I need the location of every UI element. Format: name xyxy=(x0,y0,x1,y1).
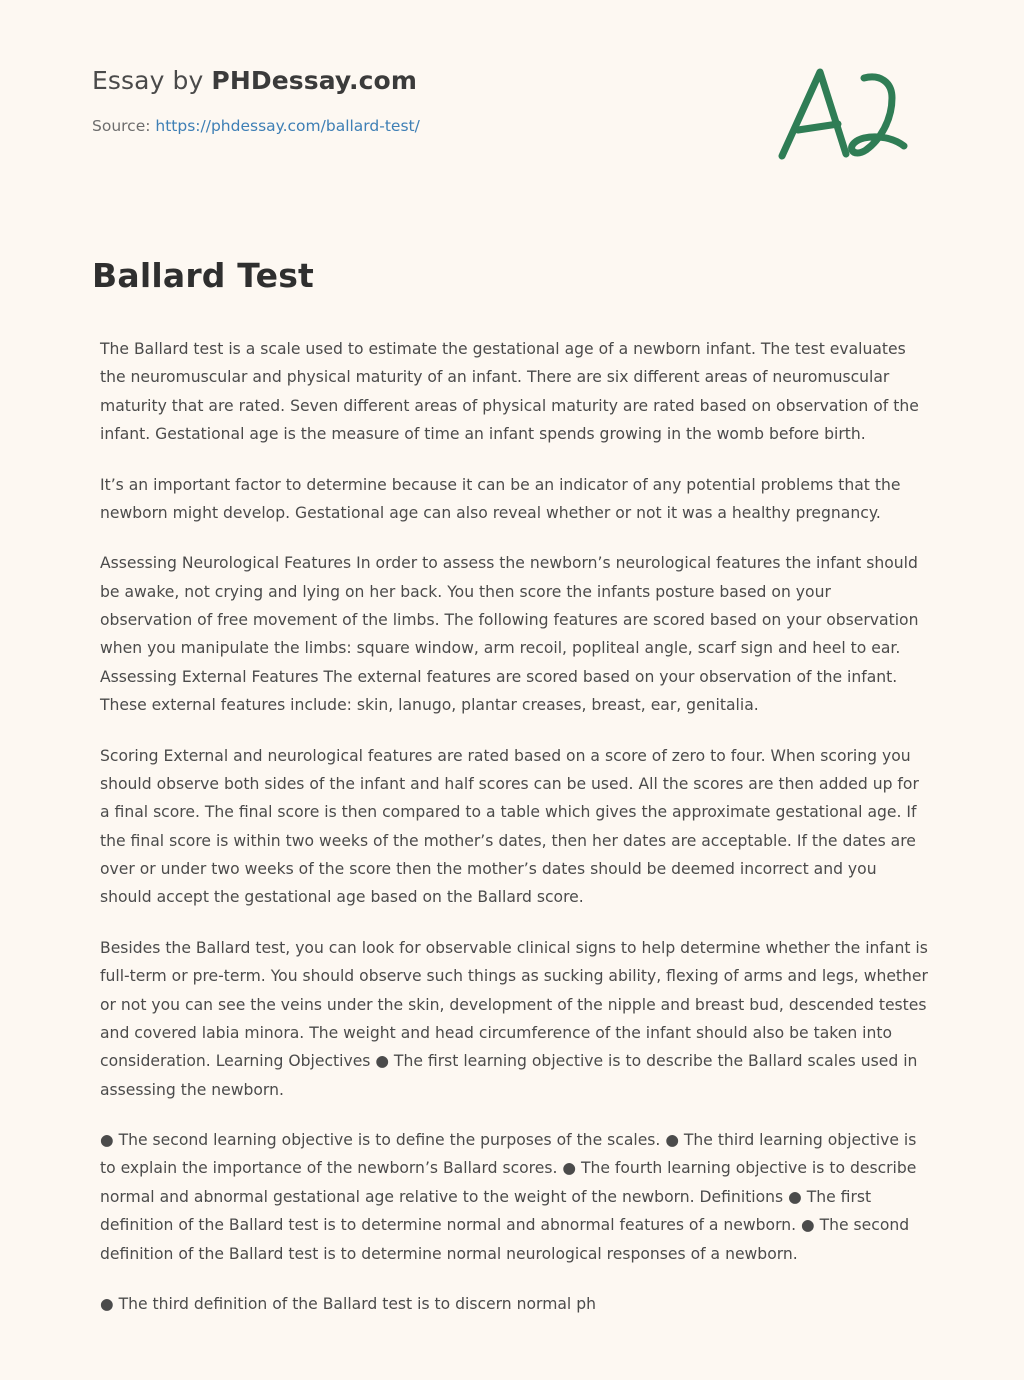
paragraph: It’s an important factor to determine because it can be an indicator of any potential problems that the newborn might develop. Gestational age can also reveal whether or not it was a healthy pregnancy. xyxy=(100,475,901,522)
paragraph: Besides the Ballard test, you can look for observable clinical signs to help determine whether the infant is full-term or pre-term. You should observe such things as sucking ability, flexing of arms and legs, whether or not you can see the veins under the skin, development of the nipple and breast bud, descended testes and covered labia minora. The weight and head circumference of the infant should also be taken into consideration. Learning Objectives ● The first learning objective is to describe the Ballard scales used in assessing the newborn. xyxy=(100,938,928,1099)
paragraph: Assessing Neurological Features In order to assess the newborn’s neurological features the infant should be awake, not crying and lying on her back. You then score the infants posture based on your observation of free movement of the limbs. The following features are scored based on your observation when you manipulate the limbs: square window, arm recoil, popliteal angle, scarf sign and heel to ear. Assessing External Features The external features are scored based on your observation of the infant. These external features include: skin, lanugo, plantar creases, breast, ear, genitalia. xyxy=(100,554,919,715)
source-url-link[interactable]: https://phdessay.com/ballard-test/ xyxy=(155,117,420,135)
brand-prefix: Essay by xyxy=(92,66,212,95)
source-label: Source: xyxy=(92,117,156,135)
document-body xyxy=(92,335,932,1318)
paragraph: Scoring External and neurological features are rated based on a score of zero to four. When scoring you should observe both sides of the infant and half scores can be used. All the scores are then added up for a final score. The final score is then compared to a table which gives the approximate gestational age. If the final score is within two weeks of the mother’s dates, then her dates are acceptable. If the dates are over or under two weeks of the score then the mother’s dates should be deemed incorrect and you should accept the gestational age based on the Ballard score. xyxy=(100,746,919,907)
source-line xyxy=(92,117,420,135)
paragraph: ● The third definition of the Ballard test is to discern normal ph xyxy=(100,1294,597,1313)
paragraph: The Ballard test is a scale used to estimate the gestational age of a newborn infant. The test evaluates the neuromuscular and physical maturity of an infant. There are six different areas of neuromuscular maturity that are rated. Seven different areas of physical maturity are rated based on observation of the infant. Gestational age is the measure of time an infant spends growing in the womb before birth. xyxy=(100,340,919,444)
phdessay-logo-icon xyxy=(768,58,918,178)
document-header xyxy=(92,52,932,178)
brand-block xyxy=(92,52,420,135)
paragraph: ● The second learning objective is to define the purposes of the scales. ● The third learning objective is to explain the importance of the newborn’s Ballard scores. ● The fourth learning objective is to describe normal and abnormal gestational age relative to the weight of the newborn. Definitions ● The first definition of the Ballard test is to determine normal and abnormal features of a newborn. ● The second definition of the Ballard test is to determine normal neurological responses of a newborn. xyxy=(100,1131,917,1263)
page-title: Ballard Test xyxy=(92,256,315,295)
brand-name: PHDessay.com xyxy=(211,66,417,95)
brand-line xyxy=(92,66,420,95)
